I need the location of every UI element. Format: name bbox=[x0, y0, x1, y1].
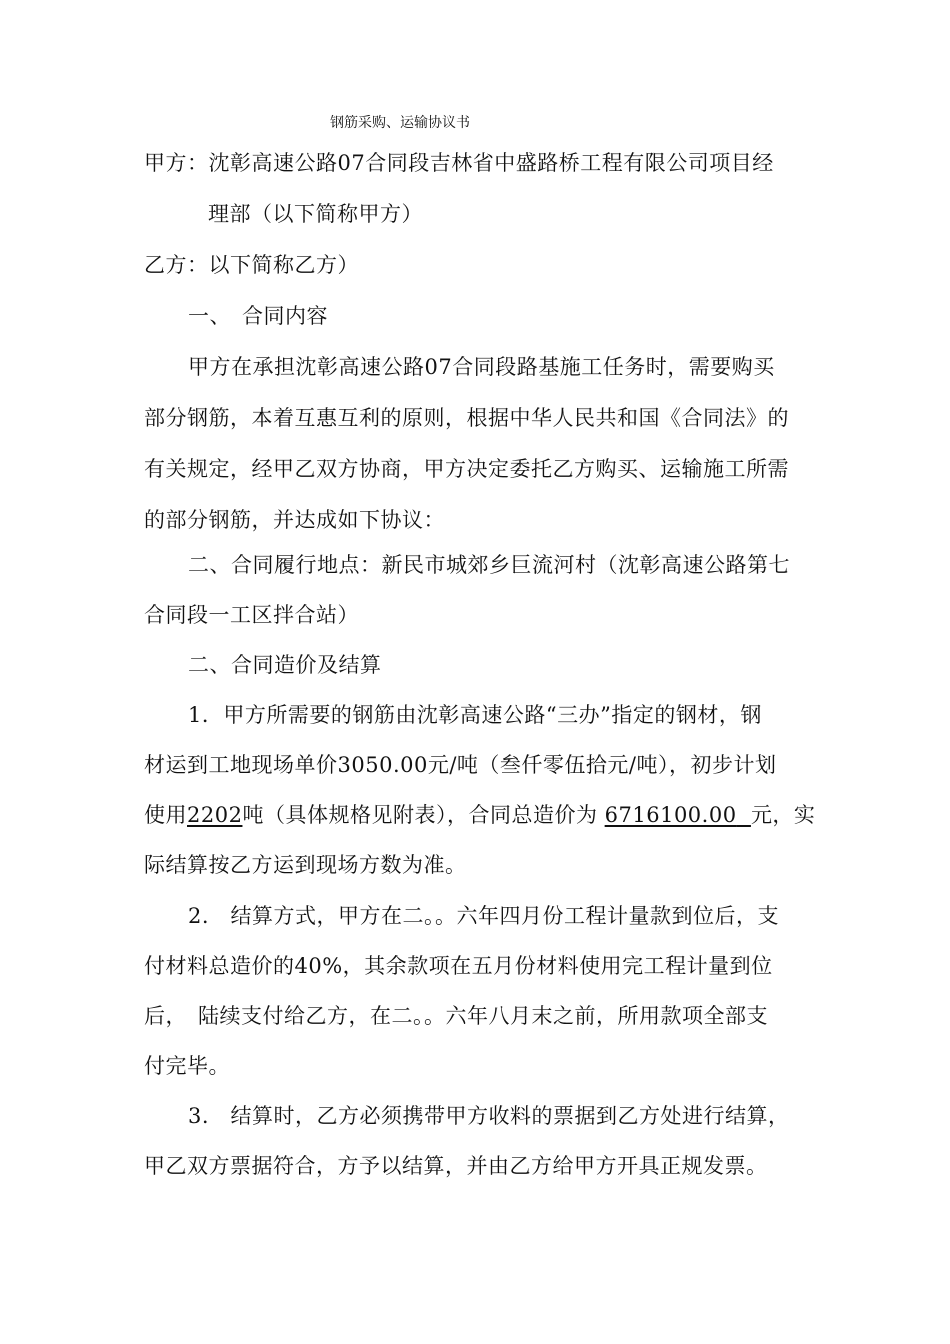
document-title: 钢筋采购、运输协议书 bbox=[330, 115, 470, 131]
item-1-line-3-suffix: 元，实 bbox=[750, 803, 816, 827]
item-1-line-1: 1．甲方所需要的钢筋由沈彰高速公路“三办”指定的钢材，钢 bbox=[188, 703, 762, 727]
item-2-line-3: 后， 陆续支付给乙方，在二。。六年八月末之前，所用款项全部支 bbox=[144, 1004, 768, 1028]
item-2-line-4: 付完毕。 bbox=[144, 1054, 230, 1078]
section-2-line-1: 二、合同履行地点：新民市城郊乡巨流河村（沈彰高速公路第七 bbox=[188, 553, 790, 577]
item-3-line-1: 3. 结算时，乙方必须携带甲方收料的票据到乙方处进行结算， bbox=[188, 1104, 790, 1128]
paragraph-1-line-4: 的部分钢筋，并达成如下协议： bbox=[144, 508, 445, 532]
item-2-line-1: 2. 结算方式，甲方在二。。六年四月份工程计量款到位后，支 bbox=[188, 904, 780, 928]
planned-quantity: 2202 bbox=[187, 803, 243, 827]
paragraph-1-line-3: 有关规定，经甲乙双方协商，甲方决定委托乙方购买、运输施工所需 bbox=[144, 457, 789, 481]
item-1-line-4: 际结算按乙方运到现场方数为准。 bbox=[144, 853, 467, 877]
contract-total: 6716100.00 bbox=[604, 803, 737, 827]
item-3-line-2: 甲乙双方票据符合，方予以结算，并由乙方给甲方开具正规发票。 bbox=[144, 1154, 768, 1178]
item-1-line-2: 材运到工地现场单价3050.00元/吨（叁仟零伍拾元/吨），初步计划 bbox=[144, 753, 777, 777]
paragraph-1-line-2: 部分钢筋，本着互惠互利的原则，根据中华人民共和国《合同法》的 bbox=[144, 406, 789, 430]
party-a-line-2: 理部（以下简称甲方） bbox=[208, 202, 423, 226]
item-1-line-3 bbox=[144, 800, 815, 830]
section-2-line-2: 合同段一工区拌合站） bbox=[144, 603, 359, 627]
party-a-line-1: 甲方：沈彰高速公路07合同段吉林省中盛路桥工程有限公司项目经 bbox=[144, 151, 774, 175]
paragraph-1-line-1: 甲方在承担沈彰高速公路07合同段路基施工任务时，需要购买 bbox=[188, 355, 775, 379]
item-1-line-3-middle: 吨（具体规格见附表），合同总造价为 bbox=[242, 803, 598, 827]
item-2-line-2: 付材料总造价的40%，其余款项在五月份材料使用完工程计量到位 bbox=[144, 954, 773, 978]
section-3-heading: 二、合同造价及结算 bbox=[188, 653, 382, 677]
party-b-line: 乙方：以下简称乙方） bbox=[144, 253, 359, 277]
item-1-line-3-prefix: 使用 bbox=[144, 803, 187, 827]
section-1-heading: 一、 合同内容 bbox=[188, 304, 328, 328]
